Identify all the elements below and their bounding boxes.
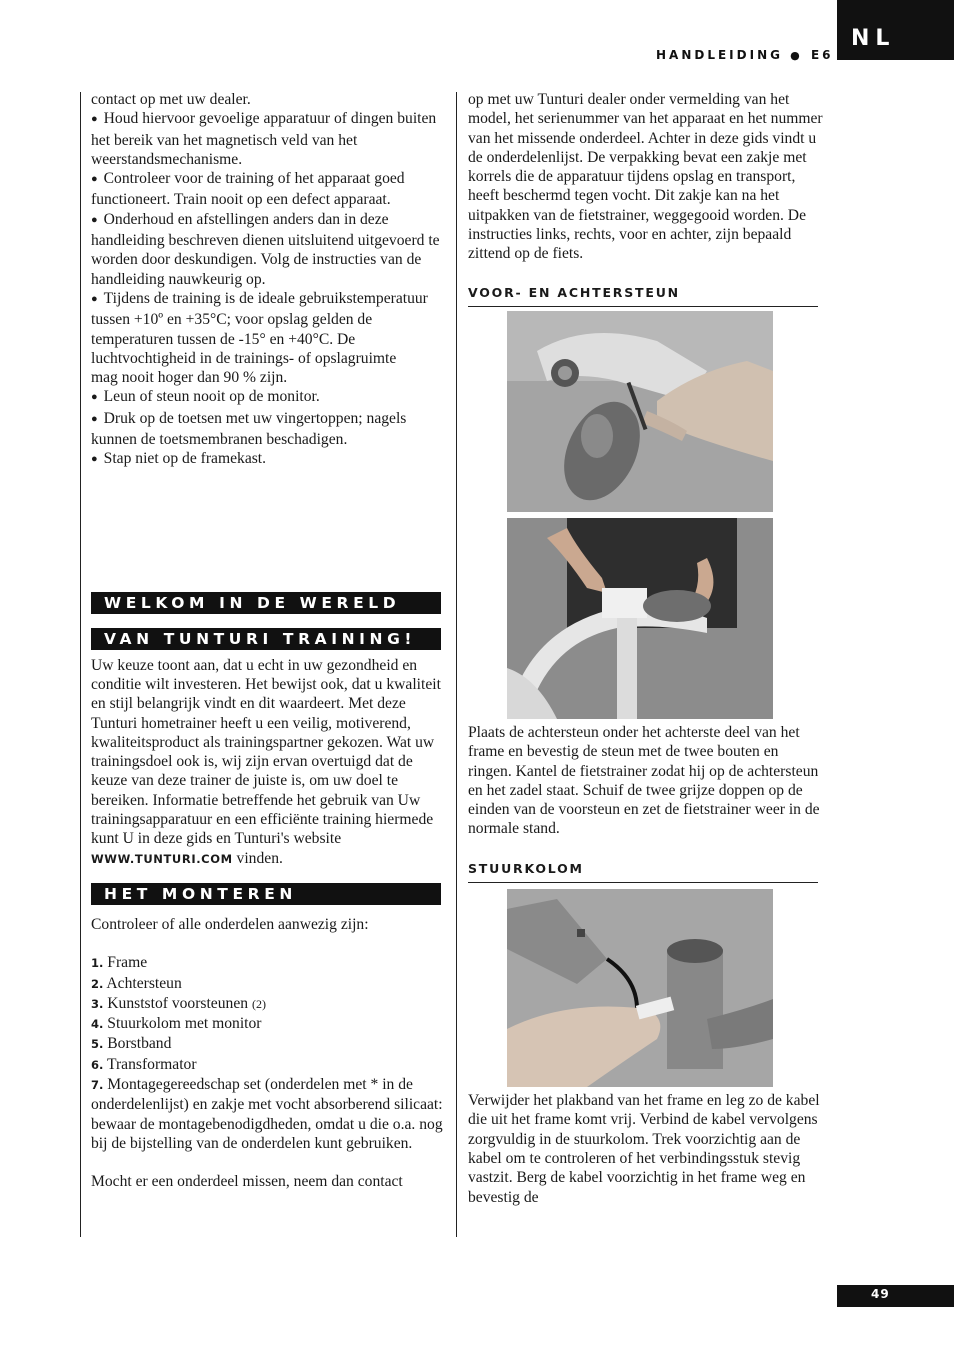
bullet-item: ● Controleer voor de training of het apparaat goed functioneert. Train nooit op een defect apparaat. <box>91 169 443 210</box>
photo-steering-cable <box>507 889 773 1087</box>
parts-list-item <box>91 974 443 994</box>
parts-list-item <box>91 953 443 973</box>
steering-column-text: Verwijder het plakband van het frame en leg zo de kabel die uit het frame komt vrij. Verbind de kabel vervolgens zorgvuldig in de stuurkolom. Trek voorzichtig aan de kabel om te controleren of het verbindingsstuk stevig vastzit. Berg de kabel voorzichtig in het frame weg en bevestig de <box>468 1092 820 1206</box>
part-label: Achtersteun <box>106 974 182 992</box>
bullet-item: ● Houd hiervoor gevoelige apparatuur of dingen buiten het bereik van het magnetisch veld van het weerstandsmechanisme. <box>91 109 443 169</box>
part-number: 7. <box>91 1077 104 1092</box>
part-label: Stuurkolom met monitor <box>107 1015 262 1033</box>
website-link[interactable]: WWW.TUNTURI.COM <box>91 851 233 866</box>
part-label: Montagegereedschap set (onderdelen met * in de onderdelenlijst) en zakje met vocht absorberend silicaat: bewaar de montagebenodigdheden, omdat u die o.a. nog bij de bijstelling van de onderdelen kunt gebruiken. <box>91 1075 443 1152</box>
welcome-paragraph: Uw keuze toont aan, dat u echt in uw gezondheid en conditie wilt investeren. Het bewijst ook, dat u kwaliteit en stijl belangrijk vindt en dit waardeert. Met deze Tunturi hometrainer heeft u een veilig, motiverend, kwaliteitsproduct als trainingspartner gekozen. Wat uw trainingsdoel ook is, wij zijn ervan overtuigd dat de keuze van deze trainer de juiste is, om uw doel te bereiken. Informatie betreffende het gebruik van Uw trainingsapparatuur en een efficiënte training hiermede kunt U in deze gids en Tunturi's website <box>91 656 441 848</box>
header-model: E6 <box>810 48 834 62</box>
parts-list-item <box>91 1055 443 1075</box>
part-number: 3. <box>91 996 104 1011</box>
welcome-text <box>91 656 443 869</box>
part-label: Frame <box>107 954 148 972</box>
support-text: Plaats de achtersteun onder het achterste deel van het frame en bevestig de steun met de twee bouten en ringen. Kantel de fietstrainer zodat hij op de achtersteun en het zadel staat. Schuif de twee grijze doppen op de einden van de voorsteun en zet de fietstrainer weer in de normale stand. <box>468 723 820 838</box>
bullet-item: ● Leun of steun nooit op de monitor. <box>91 387 443 408</box>
left-column <box>91 90 443 1191</box>
assembly-intro: Controleer of alle onderdelen aanwezig zijn: <box>91 915 369 933</box>
intro-line: contact op met uw dealer. <box>91 91 251 108</box>
support-heading: VOOR- EN ACHTERSTEUN <box>468 283 818 307</box>
part-number: 2. <box>91 976 104 991</box>
bullet-item: ● Onderhoud en afstellingen anders dan in deze handleiding beschreven dienen uitsluitend uitgevoerd te worden door deskundigen. Volg de instructies van de handleiding nauwkeurig op. <box>91 210 443 289</box>
running-header <box>656 48 834 62</box>
humidity-continuation: mag nooit hoger dan 90 % zijn. <box>91 369 288 387</box>
parts-list-item <box>91 1034 443 1054</box>
left-column-rule <box>80 92 81 1237</box>
right-column <box>468 90 823 1207</box>
photo-front-support <box>507 311 773 512</box>
part-label: Kunststof voorsteunen <box>107 994 249 1012</box>
welcome-banner-line-1: WELKOM IN DE WERELD <box>91 592 441 614</box>
steering-column-heading: STUURKOLOM <box>468 859 818 883</box>
part-number: 6. <box>91 1057 104 1072</box>
welcome-banner-line-2: VAN TUNTURI TRAINING! <box>91 628 441 650</box>
part-number: 4. <box>91 1017 104 1032</box>
header-separator: ● <box>790 49 800 62</box>
part-number: 5. <box>91 1037 104 1052</box>
page-number: 49 <box>837 1285 954 1307</box>
photo-support-assembly <box>507 518 773 719</box>
bullet-item: ● Stap niet op de framekast. <box>91 449 443 470</box>
website-suffix: vinden. <box>236 849 283 867</box>
parts-list-item <box>91 994 443 1014</box>
part-number: 1. <box>91 956 104 971</box>
missing-part-text: Mocht er een onderdeel missen, neem dan contact <box>91 1173 403 1191</box>
bullet-item: ● Tijdens de training is de ideale gebruikstemperatuur tussen +10º en +35°C; voor opslag gelden de temperaturen tussen de -15° en +40°C. De luchtvochtigheid in de trainings- of opslagruimte <box>91 289 443 368</box>
language-tab: NL <box>837 0 954 60</box>
part-quantity-note: (2) <box>251 996 266 1011</box>
part-label: Borstband <box>107 1035 172 1053</box>
continued-text: op met uw Tunturi dealer onder vermelding van het model, het serienummer van het apparaat en het nummer van het missende onderdeel. Achter in deze gids vindt u de onderdelenlijst. De verpakking bevat een zakje met korrels die de apparatuur tijdens opslag en transport, heeft beschermd tegen vocht. Dit zakje kan na het uitpakken van de fietstrainer, weggegooid worden. De instructies links, rechts, voor en achter, zijn bepaald zittend op de fiets. <box>468 91 823 263</box>
assembly-banner: HET MONTEREN <box>91 883 441 905</box>
parts-list-item <box>91 1075 443 1153</box>
header-title: HANDLEIDING <box>656 48 783 62</box>
part-label: Transformator <box>107 1055 197 1073</box>
middle-column-rule <box>456 92 457 1237</box>
bullet-item: ● Druk op de toetsen met uw vingertoppen; nagels kunnen de toetsmembranen beschadigen. <box>91 409 443 450</box>
parts-list-item <box>91 1014 443 1034</box>
